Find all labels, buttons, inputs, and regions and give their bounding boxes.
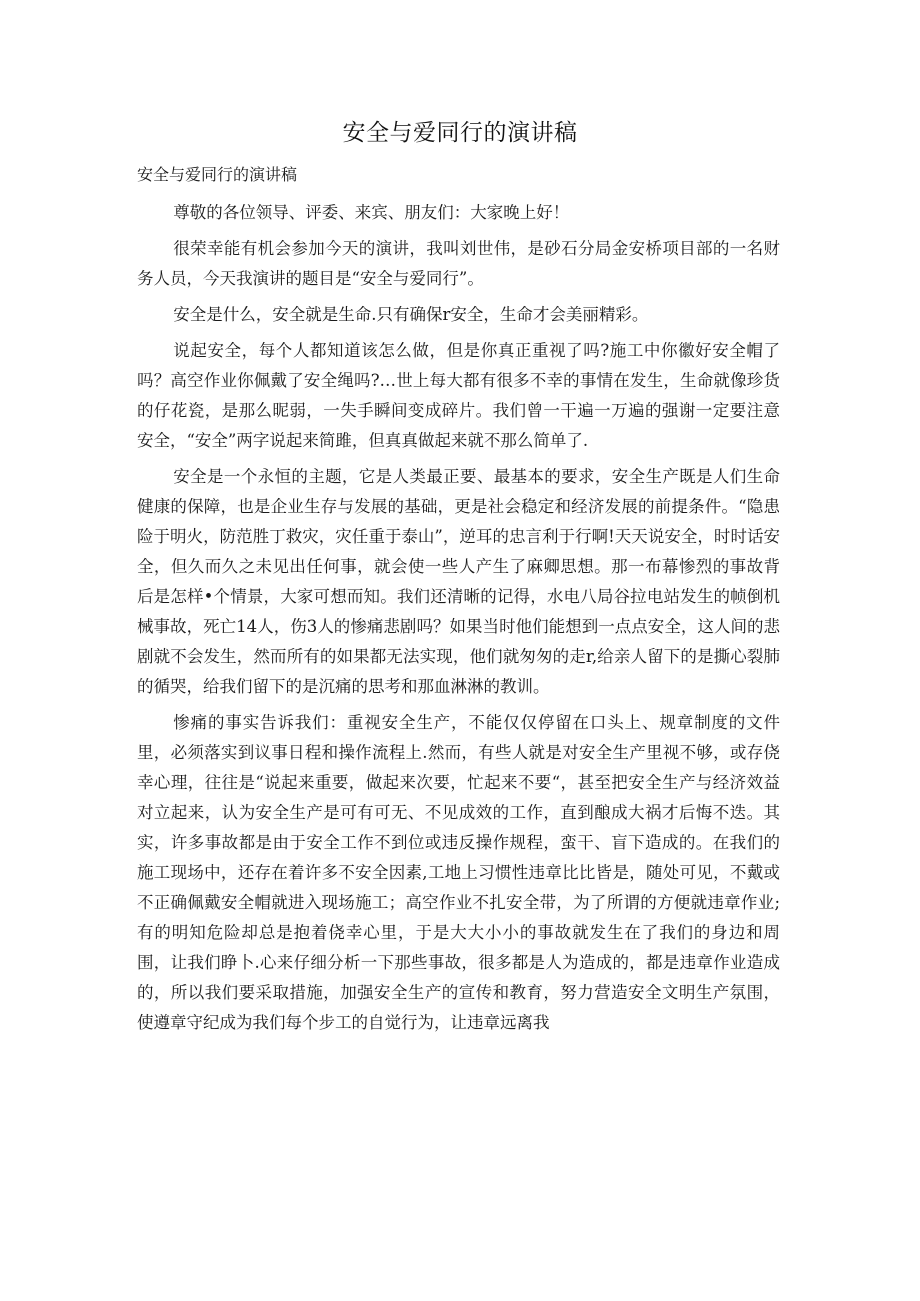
paragraph-what-is-safety: 安全是什么，安全就是生命.只有确保r安全，生命才会美丽精彩。 [173, 305, 649, 324]
document-subtitle: 安全与爱同行的演讲稿 [137, 165, 298, 184]
paragraph-speaking-of-safety: 说起安全，每个人都知道该怎么做，但是你真正重视了吗?施工中你徽好安全帽了吗？高空作业你佩戴了安全绳吗?…世上每大都有很多不幸的事情在发生，生命就像珍货的仔花瓷，是那么昵弱，一失手瞬间变成碎片。我们曾一干遍一万遍的强谢一定要注意安全，“安全”两字说起来简雎，但真真做起来就不那么简单了. [137, 341, 780, 450]
paragraph-eternal-theme: 安全是一个永恒的主题，它是人类最正要、最基本的要求，安全生产既是人们生命健康的保障，也是企业生存与发展的基础，更是社会稳定和经济发展的前提条件。“隐患险于明火，防范胜丁救灾，灾任重于泰山”，逆耳的忠言利于行啊!天天说安全，时时话安全，但久而久之未见出任何事，就会使一些人产生了麻卿思想。那一布幕惨烈的事故背后是怎样•个情景，大家可想而知。我们还清晰的记得，水电八局谷拉电站发生的帧倒机械事故，死亡14人，伤3人的惨痛悲剧吗？如果当时他们能想到一点点安全，这人间的悲剧就不会发生，然而所有的如果都无法实现，他们就匆匆的走r,给亲人留下的是撕心裂肺的循哭，给我们留下的是沉痛的思考和那血淋淋的教训。 [137, 467, 780, 696]
document-body [137, 198, 780, 1044]
paragraph-introduction: 很荣幸能有机会参加今天的演讲，我叫刘世伟，是砂石分局金安桥项目部的一名财务人员，今天我演讲的题目是“安全与爱同行”。 [137, 239, 780, 288]
paragraph-painful-facts: 惨痛的事实告诉我们：重视安全生产，不能仅仅停留在口头上、规章制度的文件里，必须落实到议事日程和操作流程上.然而，有些人就是对安全生产里视不够，或存侥幸心理，往往是“说起来重要，做起来次要，忙起来不要“，甚至把安全生产与经济效益对立起来，认为安全生产是可有可无、不见成效的工作，直到酿成大祸才后悔不迭。其实，许多事故都是由于安全工作不到位或违反操作规程，蛮干、盲下造成的。在我们的施工现场中，还存在着许多不安全因素,工地上习惯性违章比比皆是，随处可见，不戴或不正确佩戴安全帽就进入现场施工；高空作业不扎安全带，为了所谓的方便就违章作业;有的明知危险却总是抱着侥幸心里，于是大大小小的事故就发生在了我们的身边和周围，让我们睁卜.心来仔细分析一下那些事故，很多都是人为造成的，都是违章作业造成的，所以我们要采取措施，加强安全生产的宣传和教育，努力营造安全文明生产氛围，使遵章守纪成为我们每个步工的自觉行为，让违章远离我 [137, 713, 780, 1032]
document-title: 安全与爱同行的演讲稿 [342, 120, 578, 146]
paragraph-greeting: 尊敬的各位领导、评委、来宾、朋友们：大家晚上好！ [173, 203, 570, 222]
